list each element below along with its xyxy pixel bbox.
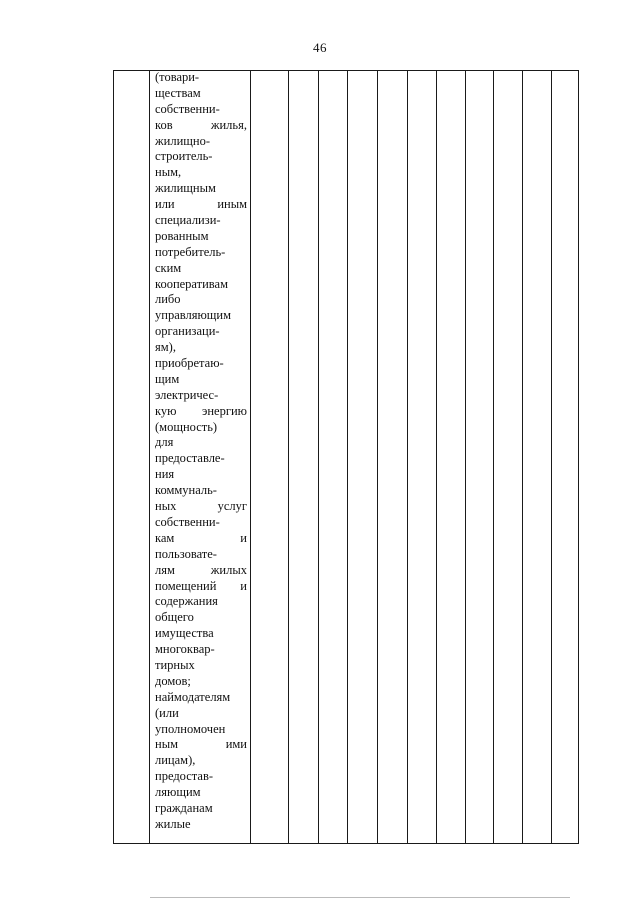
cell-word: организаци- xyxy=(155,324,220,339)
cell-text-line xyxy=(155,626,247,642)
cell-word: ским xyxy=(155,260,182,275)
cell-text-line xyxy=(155,149,247,165)
cell-word: жилищным xyxy=(155,181,216,196)
cell-text-line xyxy=(155,292,247,308)
cell-word: жилые xyxy=(155,816,191,831)
cell-word: коммуналь- xyxy=(155,483,217,498)
cell-text-line xyxy=(155,706,247,722)
column-divider xyxy=(436,70,437,844)
cell-word: ным xyxy=(155,737,178,752)
cell-text-line xyxy=(155,388,247,404)
cell-text-line xyxy=(155,579,247,595)
cell-text-line xyxy=(155,451,247,467)
cell-word: ляющим xyxy=(155,785,201,800)
cell-word: тирных xyxy=(155,657,195,672)
cell-text-line xyxy=(155,531,247,547)
column-divider xyxy=(347,70,348,844)
cell-word: предоставле- xyxy=(155,451,225,466)
cell-word: кооперативам xyxy=(155,276,228,291)
column-divider xyxy=(250,70,251,844)
cell-text-line xyxy=(155,499,247,515)
column-divider xyxy=(318,70,319,844)
cell-text-line xyxy=(155,245,247,261)
cell-text-line xyxy=(155,690,247,706)
cell-word: кую xyxy=(155,403,177,418)
cell-text-line xyxy=(155,86,247,102)
cell-text-line xyxy=(155,197,247,213)
cell-word: жилищно- xyxy=(155,133,210,148)
cell-word: либо xyxy=(155,292,181,307)
cell-text-line xyxy=(155,658,247,674)
column-divider xyxy=(522,70,523,844)
cell-word: собственни- xyxy=(155,514,220,529)
cell-text-line xyxy=(155,308,247,324)
page-number: 46 xyxy=(313,40,327,55)
cell-text-line xyxy=(155,340,247,356)
cell-word: наймодателям xyxy=(155,689,231,704)
cell-word: ных xyxy=(155,499,177,514)
cell-text-line xyxy=(155,181,247,197)
cell-word: ков xyxy=(155,117,173,132)
cell-text-line xyxy=(155,722,247,738)
cell-text-line xyxy=(155,674,247,690)
cell-word: жилых xyxy=(210,562,247,577)
cell-text-line xyxy=(155,134,247,150)
cell-word: щим xyxy=(155,371,180,386)
cell-word: приобретаю- xyxy=(155,356,224,371)
column-divider xyxy=(288,70,289,844)
cell-word: кам xyxy=(155,530,175,545)
cell-word: (товари- xyxy=(155,70,200,84)
cell-word: для xyxy=(155,435,174,450)
cell-word: управляющим xyxy=(155,308,232,323)
column-divider xyxy=(407,70,408,844)
cell-text-line xyxy=(155,594,247,610)
cell-text-line xyxy=(155,801,247,817)
cell-text-line xyxy=(155,165,247,181)
cell-text-line xyxy=(155,467,247,483)
cell-word: или xyxy=(155,197,175,212)
cell-word: многоквар- xyxy=(155,642,215,657)
column-divider xyxy=(493,70,494,844)
cell-word: ным, xyxy=(155,165,182,180)
cell-text-line xyxy=(155,483,247,499)
cell-word: и xyxy=(240,530,247,545)
cell-word: иным xyxy=(217,197,247,212)
cell-text-line xyxy=(155,610,247,626)
cell-word: домов; xyxy=(155,673,191,688)
column-divider xyxy=(465,70,466,844)
cell-text-line xyxy=(155,563,247,579)
cell-word: лям xyxy=(155,562,175,577)
cell-text-line xyxy=(155,356,247,372)
cell-text-line xyxy=(155,420,247,436)
cell-text-line xyxy=(155,213,247,229)
cell-word: (или xyxy=(155,705,179,720)
cell-text-line xyxy=(155,261,247,277)
cell-word: электричес- xyxy=(155,387,219,402)
cell-text-line xyxy=(155,70,247,86)
cell-word: потребитель- xyxy=(155,244,226,259)
column-divider xyxy=(377,70,378,844)
column-divider xyxy=(551,70,552,844)
cell-word: и xyxy=(240,578,247,593)
cell-text-line xyxy=(155,547,247,563)
cell-text-line xyxy=(155,642,247,658)
cell-text-line xyxy=(155,817,247,833)
cell-word: ществам xyxy=(155,85,201,100)
cell-word: ния xyxy=(155,467,175,482)
cell-word: специализи- xyxy=(155,213,221,228)
cell-text-line xyxy=(155,435,247,451)
cell-word: содержания xyxy=(155,594,218,609)
cell-text-line xyxy=(155,324,247,340)
cell-text-line xyxy=(155,372,247,388)
cell-text-line xyxy=(155,737,247,753)
cell-word: ям), xyxy=(155,340,176,355)
cell-text-line xyxy=(155,277,247,293)
cell-word: собственни- xyxy=(155,101,220,116)
cell-word: пользовате- xyxy=(155,546,217,561)
cell-word: имущества xyxy=(155,626,214,641)
cell-word: строитель- xyxy=(155,149,213,164)
cell-text-line xyxy=(155,102,247,118)
cell-word: жилья, xyxy=(210,117,247,132)
cell-text-line xyxy=(155,785,247,801)
scan-edge-line xyxy=(150,897,570,898)
cell-text-line xyxy=(155,753,247,769)
cell-word: общего xyxy=(155,610,194,625)
cell-text-line xyxy=(155,118,247,134)
cell-word: энергию xyxy=(201,403,247,418)
cell-word: лицам), xyxy=(155,753,196,768)
cell-word: помещений xyxy=(155,578,217,593)
table-cell-description xyxy=(155,70,247,833)
cell-word: услуг xyxy=(217,499,247,514)
cell-word: предостав- xyxy=(155,769,214,784)
cell-word: рованным xyxy=(155,228,209,243)
cell-text-line xyxy=(155,404,247,420)
cell-text-line xyxy=(155,229,247,245)
cell-text-line xyxy=(155,515,247,531)
cell-word: ими xyxy=(225,737,247,752)
cell-word: уполномочен xyxy=(155,721,226,736)
cell-text-line xyxy=(155,769,247,785)
cell-word: (мощность) xyxy=(155,419,218,434)
column-divider xyxy=(149,70,150,844)
cell-word: гражданам xyxy=(155,800,213,815)
